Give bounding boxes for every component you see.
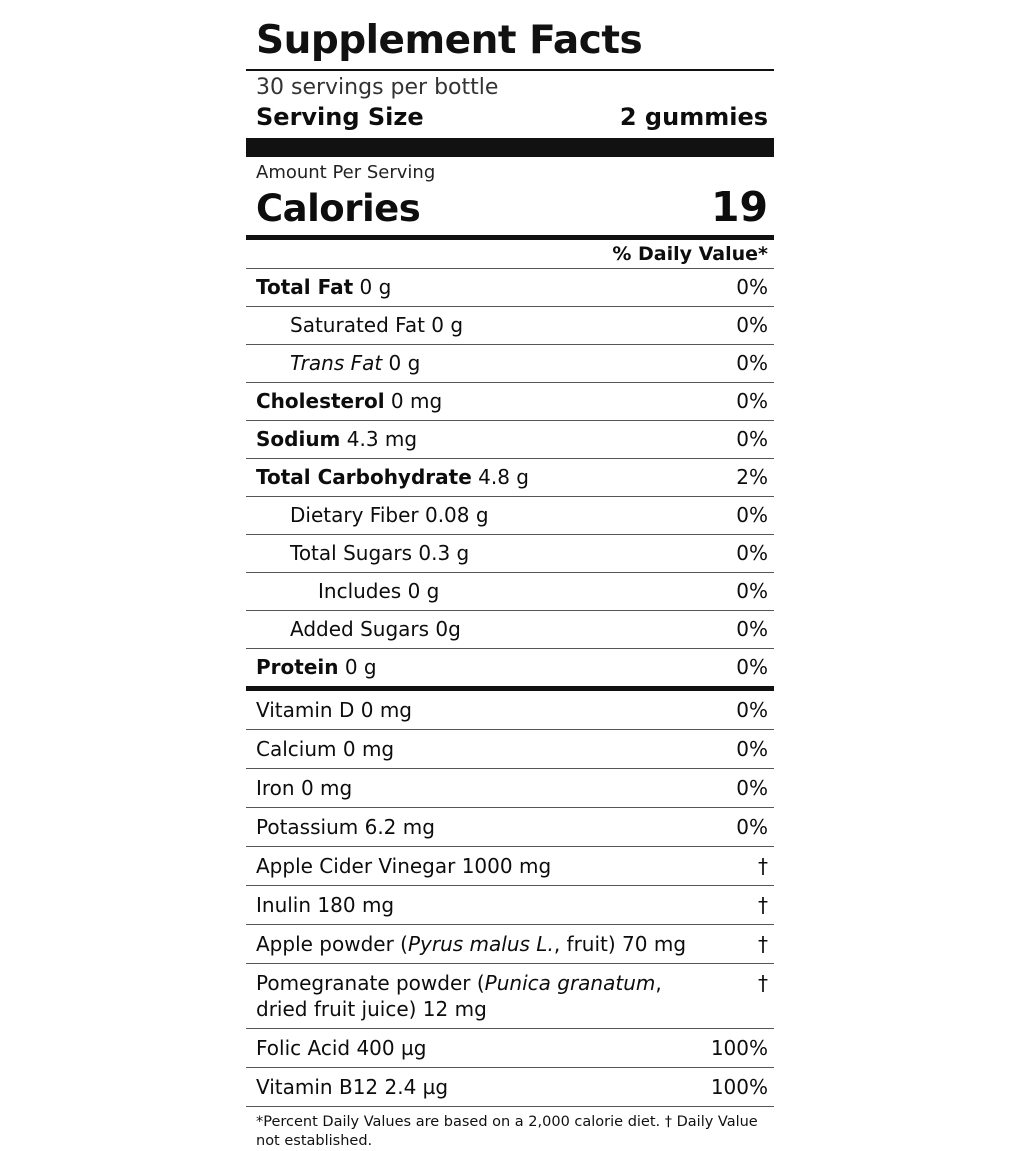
nutrient-amount: 0 g [353,275,392,300]
page-title: Supplement Facts [256,18,643,63]
ingredient-daily-value: 100% [710,1036,768,1061]
calories-label: Calories [256,187,421,231]
ingredient-name: Apple Cider Vinegar [256,854,462,879]
nutrient-row [246,383,774,420]
nutrient-label [256,389,706,414]
ingredient-row [246,730,774,768]
ingredient-amount: 2.4 µg [384,1075,449,1100]
ingredient-label [256,1074,706,1100]
nutrient-amount: 0g [429,617,461,642]
ingredient-row [246,808,774,846]
ingredient-name: Vitamin D [256,698,361,723]
ingredient-amount: 400 µg [356,1036,427,1061]
ingredient-row [246,886,774,924]
nutrient-amount: 4.8 g [471,465,529,490]
ingredient-name: Iron [256,776,301,801]
nutrient-daily-value: 0% [736,351,768,376]
ingredient-name: Potassium [256,815,365,840]
nutrient-label [256,541,706,566]
calories-value: 19 [710,183,768,232]
ingredient-label [256,736,706,762]
ingredient-amount: 180 mg [317,893,395,918]
ingredient-amount: 1000 mg [461,854,552,879]
nutrient-row [246,611,774,648]
nutrient-row [246,459,774,496]
ingredient-daily-value: 0% [736,698,768,723]
nutrient-name: Total Fat [256,275,354,300]
nutrient-daily-value: 0% [736,579,768,604]
nutrient-row [246,649,774,686]
ingredient-label [256,853,706,879]
nutrient-row [246,345,774,382]
nutrient-name: Dietary Fiber [290,503,419,528]
footnote: *Percent Daily Values are based on a 2,000 calorie diet. † Daily Value not established. [256,1114,758,1150]
nutrient-row [246,573,774,610]
vitamin-rows [246,691,774,1106]
nutrient-amount: 0.08 g [418,503,489,528]
daily-value-header: % Daily Value* [612,243,768,266]
ingredient-name: Calcium [256,737,343,762]
nutrient-daily-value: 0% [736,655,768,680]
ingredient-amount: 12 mg [416,997,487,1022]
nutrient-name: Trans Fat [290,351,383,376]
nutrient-name: Cholesterol [256,389,385,414]
nutrient-name: Added Sugars [290,617,430,642]
ingredient-latin-suffix: , dried fruit juice) [256,971,662,1022]
ingredient-latin-open: ( [400,932,408,957]
ingredient-amount: 0 mg [360,698,412,723]
nutrient-row [246,307,774,344]
ingredient-daily-value: † [758,971,768,996]
nutrient-name: Total Sugars [290,541,413,566]
ingredient-latin-name: Punica granatum [484,971,656,996]
ingredient-row [246,1029,774,1067]
ingredient-amount: 0 mg [342,737,395,762]
ingredient-row [246,847,774,885]
nutrient-daily-value: 0% [736,541,768,566]
nutrient-amount: 0 mg [384,389,443,414]
ingredient-daily-value: † [758,932,768,957]
ingredient-amount: 70 mg [615,932,687,957]
nutrient-label [256,617,706,642]
nutrient-label [256,427,706,452]
ingredient-row [246,691,774,729]
amount-per-serving-label: Amount Per Serving [256,162,436,184]
ingredient-name: Folic Acid [256,1036,357,1061]
nutrient-amount: 0 g [338,655,377,680]
ingredient-daily-value: 0% [736,776,768,801]
nutrient-name: Saturated Fat [290,313,425,338]
nutrient-amount: 0.3 g [412,541,470,566]
ingredient-label [256,892,706,918]
nutrient-name: Total Carbohydrate [256,465,472,490]
supplement-facts-panel [246,18,774,1150]
ingredient-amount: 0 mg [300,776,353,801]
ingredient-row [246,964,774,1028]
nutrient-daily-value: 0% [736,503,768,528]
nutrient-name: Protein [256,655,339,680]
ingredient-daily-value: 0% [736,815,768,840]
nutrient-amount: 4.3 mg [340,427,418,452]
nutrient-daily-value: 0% [736,389,768,414]
nutrient-daily-value: 2% [736,465,768,490]
ingredient-name: Pomegranate powder [256,971,477,996]
ingredient-daily-value: 100% [710,1075,768,1100]
ingredient-name: Vitamin B12 [256,1075,385,1100]
ingredient-amount: 6.2 mg [364,815,435,840]
nutrient-row [246,497,774,534]
nutrient-name: Includes [318,579,402,604]
ingredient-label [256,775,706,801]
divider-thick-bar [246,138,774,157]
nutrient-label [256,579,706,604]
nutrient-row [246,421,774,458]
ingredient-daily-value: † [758,893,768,918]
ingredient-label [256,970,706,1022]
ingredient-label [256,1035,706,1061]
nutrient-daily-value: 0% [736,275,768,300]
nutrient-label [256,275,706,300]
nutrient-amount: 0 g [401,579,440,604]
nutrient-amount: 0 g [424,313,464,338]
ingredient-label [256,697,706,723]
nutrient-label [256,503,706,528]
ingredient-latin-suffix: , fruit) [553,932,616,957]
serving-size-label: Serving Size [256,103,424,132]
nutrient-rows [246,269,774,686]
ingredient-daily-value: 0% [736,737,768,762]
ingredient-row [246,1068,774,1106]
nutrient-daily-value: 0% [736,427,768,452]
ingredient-row [246,769,774,807]
ingredient-latin-open: ( [476,971,485,996]
serving-size-row [246,103,774,138]
ingredient-daily-value: † [758,854,768,879]
calories-row [246,183,774,235]
ingredient-name: Inulin [256,893,318,918]
ingredient-row [246,925,774,963]
serving-size-value: 2 gummies [619,103,768,132]
nutrient-label [256,351,706,376]
nutrient-label [256,465,706,490]
nutrient-daily-value: 0% [736,313,768,338]
ingredient-label [256,814,706,840]
ingredient-latin-name: Pyrus malus L. [407,932,554,957]
ingredient-label [256,931,706,957]
nutrient-amount: 0 g [382,351,421,376]
servings-per-container: 30 servings per bottle [256,74,499,100]
nutrient-label [256,655,706,680]
nutrient-row [246,269,774,306]
nutrient-daily-value: 0% [736,617,768,642]
nutrient-label [256,313,706,338]
nutrient-name: Sodium [256,427,341,452]
ingredient-name: Apple powder [256,932,401,957]
nutrient-row [246,535,774,572]
